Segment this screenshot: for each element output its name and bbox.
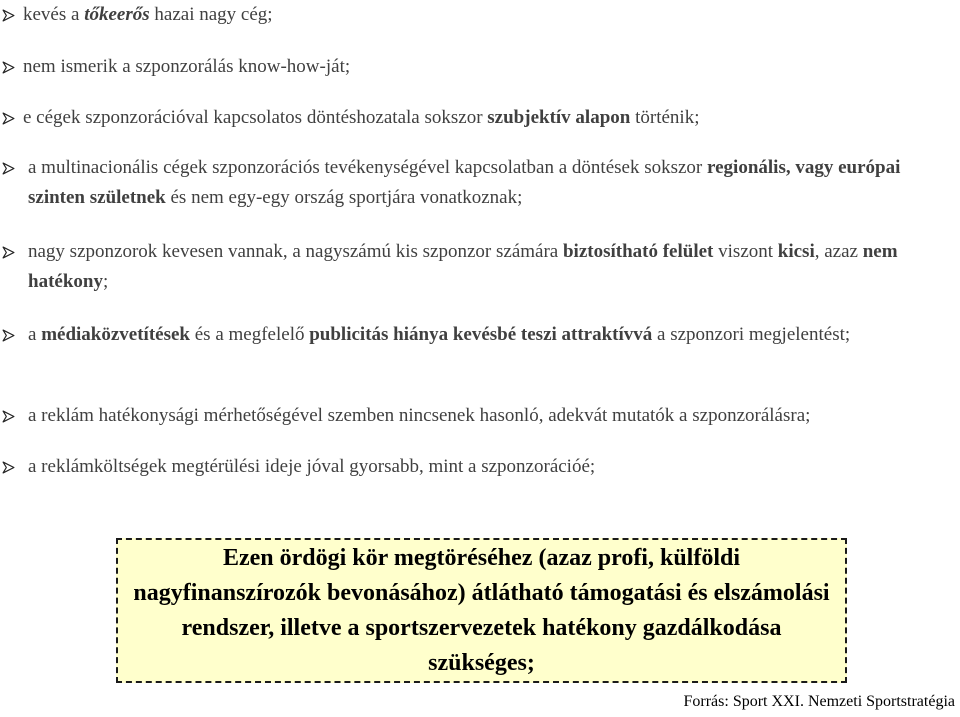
conclusion-text: Ezen ördögi kör megtöréséhez (azaz profi, külföldi nagyfinanszírozók bevonásához) átlátható támogatási és elszámolási rendszer, illetve a sportszervezetek hatékony gazdálkodása szükséges; xyxy=(133,544,830,676)
text-run: e cégek szponzorációval kapcsolatos döntéshozatala sokszor xyxy=(23,107,488,128)
source-citation: Forrás: Sport XXI. Nemzeti Sportstratégia xyxy=(683,693,955,710)
text-run: kevés a xyxy=(23,4,85,25)
text-run: médiaközvetítések xyxy=(41,324,190,345)
list-item xyxy=(0,52,955,82)
list-item xyxy=(0,401,955,431)
list-item xyxy=(0,237,955,297)
text-run: viszont xyxy=(713,241,778,262)
text-run: regionális, vagy európai szinten születnek xyxy=(28,157,901,208)
list-item-text xyxy=(28,153,955,213)
text-run: szubjektív alapon xyxy=(487,107,631,128)
text-run: nagy szponzorok kevesen vannak, a nagyszámú kis szponzor számára xyxy=(28,241,563,262)
arrowhead-bullet-icon xyxy=(0,321,16,349)
text-run: a szponzori megjelentést; xyxy=(652,324,851,345)
text-run: a multinacionális cégek szponzorációs tevékenységével kapcsolatban a döntések sokszor xyxy=(28,157,708,178)
text-run: kicsi xyxy=(777,241,815,262)
conclusion-callout-box xyxy=(116,538,847,683)
text-run: hazai nagy cég; xyxy=(149,4,273,25)
text-run: nem ismerik a szponzorálás know-how-ját; xyxy=(23,56,351,77)
list-item-text xyxy=(28,320,955,350)
text-run: tőkeerős xyxy=(84,4,150,25)
list-item xyxy=(0,153,955,213)
list-item-text xyxy=(23,52,955,82)
list-item-text xyxy=(23,0,955,30)
text-run: és nem egy-egy ország sportjára vonatkoznak; xyxy=(165,187,523,208)
text-run: a xyxy=(28,324,42,345)
text-run: a reklám hatékonysági mérhetőségével szemben nincsenek hasonló, adekvát mutatók a szponzorálásra; xyxy=(28,405,811,426)
list-item xyxy=(0,103,955,133)
arrowhead-bullet-icon xyxy=(0,453,16,481)
list-item xyxy=(0,0,955,30)
arrowhead-bullet-icon xyxy=(0,104,16,132)
list-item-text xyxy=(28,401,955,431)
list-item-text xyxy=(28,452,955,482)
list-item xyxy=(0,452,955,482)
text-run: és a megfelelő xyxy=(190,324,310,345)
arrowhead-bullet-icon xyxy=(0,154,16,182)
text-run: a reklámköltségek megtérülési ideje jóval gyorsabb, mint a szponzorációé; xyxy=(28,456,596,477)
list-item xyxy=(0,320,955,350)
list-item-text xyxy=(23,103,955,133)
arrowhead-bullet-icon xyxy=(0,238,16,266)
list-item-text xyxy=(28,237,955,297)
text-run: történik; xyxy=(630,107,700,128)
arrowhead-bullet-icon xyxy=(0,1,16,29)
text-run: publicitás hiánya kevésbé teszi attraktívvá xyxy=(309,324,653,345)
arrowhead-bullet-icon xyxy=(0,402,16,430)
text-run: nem hatékony xyxy=(28,241,898,292)
text-run: ; xyxy=(102,271,109,292)
arrowhead-bullet-icon xyxy=(0,53,16,81)
text-run: biztosítható felület xyxy=(562,241,714,262)
text-run: , azaz xyxy=(814,241,863,262)
